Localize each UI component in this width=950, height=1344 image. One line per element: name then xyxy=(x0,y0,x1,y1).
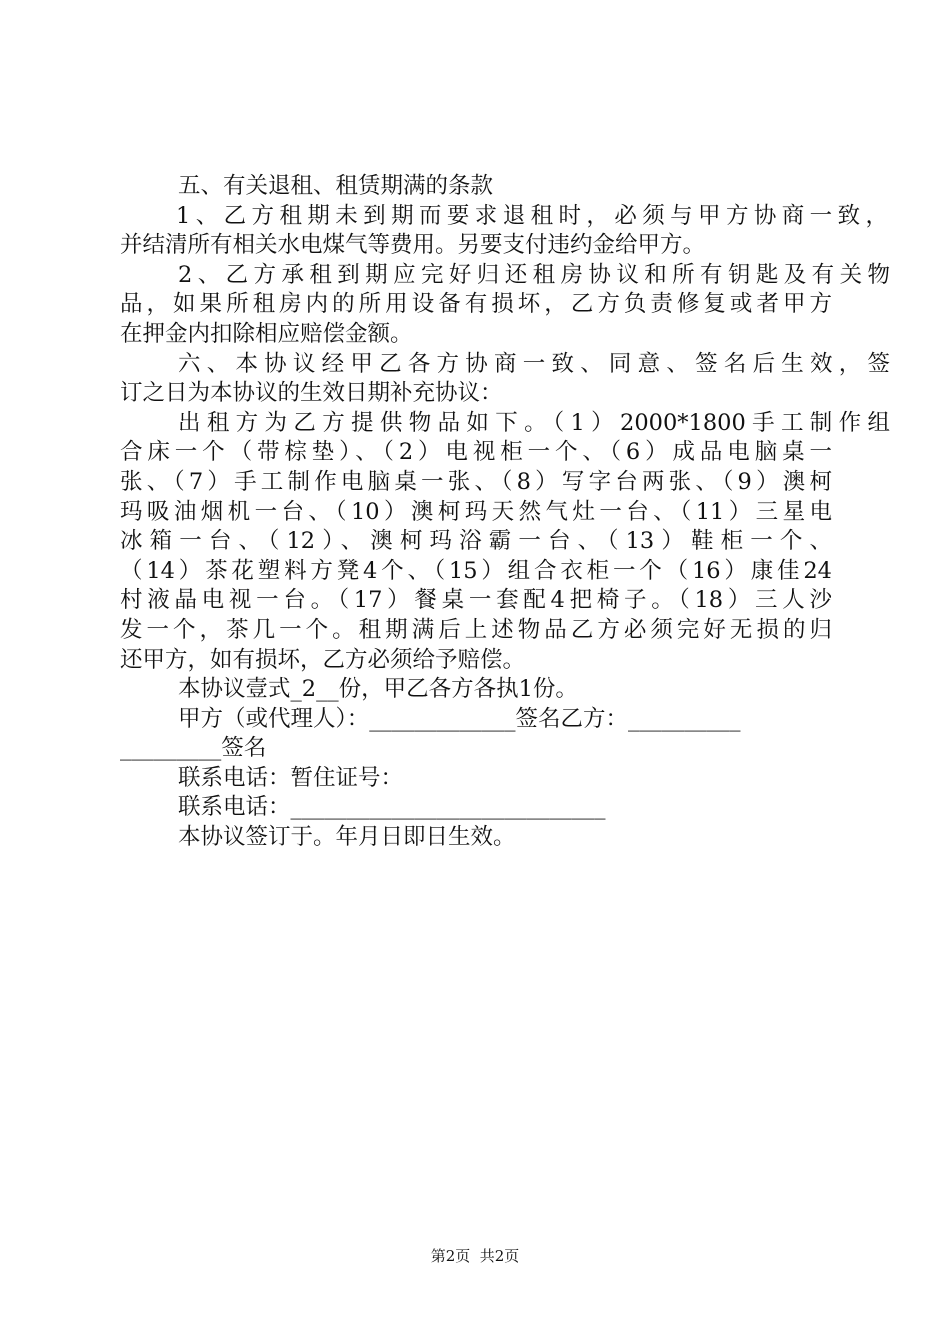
contact-line-1: 联系电话：暂住证号： xyxy=(178,764,404,791)
section-heading-five: 五、有关退租、租赁期满的条款 xyxy=(178,173,494,199)
item-list-line-3: 张、（7）手工制作电脑桌一张、（8）写字台两张、（9）澳柯 xyxy=(120,468,832,495)
section-six-line-1: 六、本协议经甲乙各方协商一致、同意、签名后生效，签 xyxy=(178,350,890,377)
item-list-line-5: 冰箱一台、（12）、澳柯玛浴霸一台、（13）鞋柜一个、 xyxy=(120,528,832,555)
clause-5-2-line-3: 在押金内扣除相应赔偿金额。 xyxy=(120,320,413,347)
item-list-line-4: 玛吸油烟机一台、（10）澳柯玛天然气灶一台、（11）三星电 xyxy=(120,498,832,525)
clause-5-2-line-1: 2、乙方承租到期应完好归还租房协议和所有钥匙及有关物 xyxy=(178,261,890,288)
item-list-line-8: 发一个，茶几一个。租期满后上述物品乙方必须完好无损的归 xyxy=(120,616,832,643)
clause-5-1-line-1: 1、乙方租期未到期而要求退租时，必须与甲方协商一致， xyxy=(176,202,888,229)
effective-date-line: 本协议签订于。年月日即日生效。 xyxy=(178,824,516,851)
item-list-line-1: 出租方为乙方提供物品如下。（1）2000*1800手工制作组 xyxy=(178,409,890,436)
item-list-line-2: 合床一个（带棕垫）、（2）电视柜一个、（6）成品电脑桌一 xyxy=(120,439,832,466)
page-number-label: 第2页 共2页 xyxy=(430,1247,520,1265)
item-list-line-6: （14）茶花塑料方凳4个、（15）组合衣柜一个（16）康佳24 xyxy=(120,557,832,584)
copies-statement: 本协议壹式_2__份，甲乙各方各执1份。 xyxy=(178,676,578,703)
item-list-line-9: 还甲方，如有损坏，乙方必须给予赔偿。 xyxy=(120,646,526,673)
clause-5-1-line-2: 并结清所有相关水电煤气等费用。另要支付违约金给甲方。 xyxy=(120,232,706,259)
page-footer xyxy=(0,1245,950,1266)
signature-line-1: 甲方（或代理人）：_____________签名乙方：__________ xyxy=(178,705,741,732)
section-six-line-2: 订之日为本协议的生效日期补充协议： xyxy=(120,380,503,407)
clause-5-2-line-2: 品，如果所租房内的所用设备有损坏，乙方负责修复或者甲方 xyxy=(120,291,832,318)
signature-line-2: _________签名 xyxy=(120,735,267,762)
contact-line-2: 联系电话：____________________________ xyxy=(178,794,606,821)
item-list-line-7: 村液晶电视一台。（17）餐桌一套配4把椅子。（18）三人沙 xyxy=(120,587,832,614)
document-body xyxy=(120,172,890,853)
